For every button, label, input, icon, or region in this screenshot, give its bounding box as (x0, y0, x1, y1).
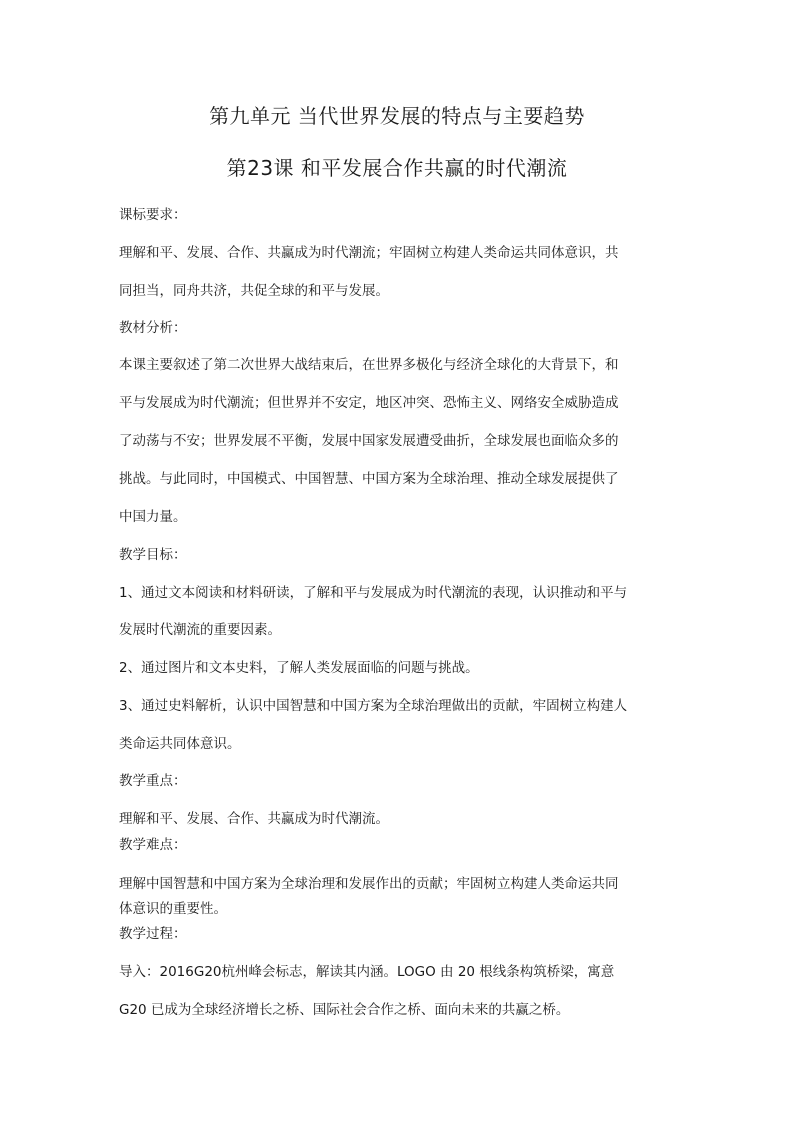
analysis-line: 了动荡与不安；世界发展不平衡，发展中国家发展遭受曲折，全球发展也面临众多的 (119, 433, 619, 449)
process-line: 导入：2016G20杭州峰会标志，解读其内涵。LOGO 由 20 根线条构筑桥梁，寓意 (119, 964, 615, 980)
goals-line: 类命运共同体意识。 (119, 736, 241, 752)
difficulties-line: 体意识的重要性。 (119, 901, 227, 917)
goals-line: 1、通过文本阅读和材料研读，了解和平与发展成为时代潮流的表现，认识推动和平与 (119, 585, 628, 601)
goals-line: 发展时代潮流的重要因素。 (119, 622, 281, 638)
curriculum-line: 同担当，同舟共济，共促全球的和平与发展。 (119, 283, 389, 299)
analysis-line: 平与发展成为时代潮流；但世界并不安定，地区冲突、恐怖主义、网络安全威胁造成 (119, 395, 619, 411)
process-line: G20 已成为全球经济增长之桥、国际社会合作之桥、面向未来的共赢之桥。 (119, 1002, 570, 1018)
curriculum-line: 理解和平、发展、合作、共赢成为时代潮流；牢固树立构建人类命运共同体意识，共 (119, 245, 619, 261)
goals-heading: 教学目标： (119, 547, 187, 563)
key-points-line: 理解和平、发展、合作、共赢成为时代潮流。 (119, 811, 389, 827)
difficulties-line: 理解中国智慧和中国方案为全球治理和发展作出的贡献；牢固树立构建人类命运共同 (119, 876, 619, 892)
goals-line: 2、通过图片和文本史料，了解人类发展面临的问题与挑战。 (119, 660, 479, 676)
goals-line: 3、通过史料解析，认识中国智慧和中国方案为全球治理做出的贡献，牢固树立构建人 (119, 698, 628, 714)
curriculum-heading: 课标要求： (119, 207, 187, 223)
analysis-line: 中国力量。 (119, 509, 187, 525)
difficulties-heading: 教学难点： (119, 837, 187, 853)
process-heading: 教学过程： (119, 926, 187, 942)
unit-title: 第九单元 当代世界发展的特点与主要趋势 (209, 104, 585, 128)
analysis-line: 本课主要叙述了第二次世界大战结束后，在世界多极化与经济全球化的大背景下，和 (119, 357, 619, 373)
analysis-heading: 教材分析： (119, 320, 187, 336)
analysis-line: 挑战。与此同时，中国模式、中国智慧、中国方案为全球治理、推动全球发展提供了 (119, 471, 619, 487)
key-points-heading: 教学重点： (119, 773, 187, 789)
lesson-title: 第23课 和平发展合作共赢的时代潮流 (226, 156, 568, 180)
